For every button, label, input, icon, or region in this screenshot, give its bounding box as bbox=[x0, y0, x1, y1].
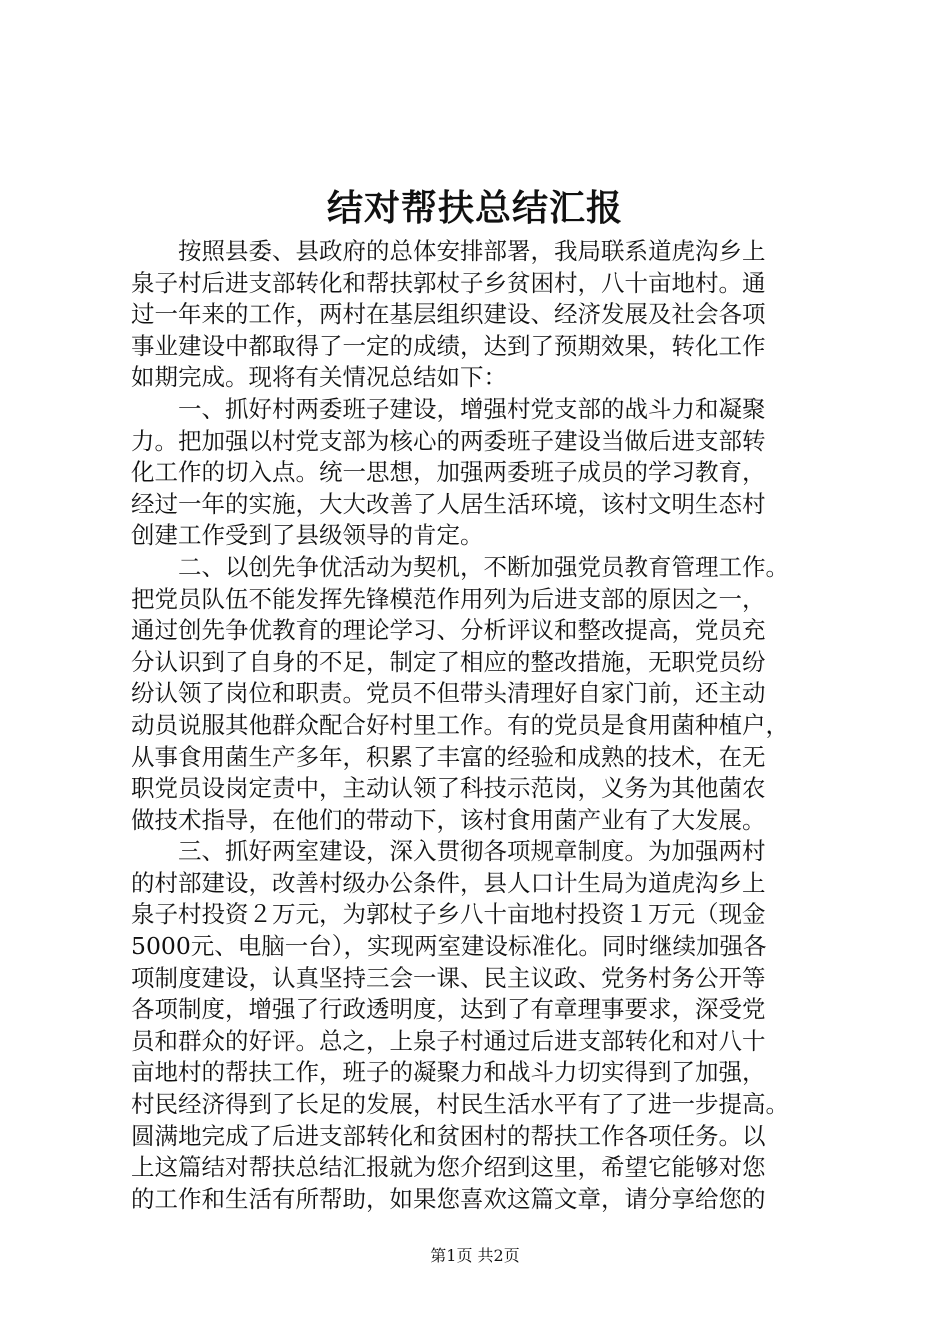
paragraph-line: 一、抓好村两委班子建设，增强村党支部的战斗力和凝聚 bbox=[178, 394, 766, 423]
paragraph-line: 纷认领了岗位和职责。党员不但带头清理好自家门前，还主动 bbox=[131, 679, 766, 708]
paragraph-line: 各项制度，增强了行政透明度，达到了有章理事要求，深受党 bbox=[131, 995, 766, 1024]
paragraph-line: 过一年来的工作，两村在基层组织建设、经济发展及社会各项 bbox=[131, 300, 766, 329]
paragraph-line: 的村部建设，改善村级办公条件，县人口计生局为道虎沟乡上 bbox=[131, 868, 766, 897]
paragraph-line: 通过创先争优教育的理论学习、分析评议和整改提高，党员充 bbox=[131, 616, 766, 645]
page-footer: 第1页 共2页 bbox=[430, 1246, 520, 1265]
paragraph-line: 化工作的切入点。统一思想，加强两委班子成员的学习教育， bbox=[131, 458, 766, 487]
paragraph-line: 做技术指导，在他们的带动下，该村食用菌产业有了大发展。 bbox=[131, 805, 766, 834]
paragraph-line: 上这篇结对帮扶总结汇报就为您介绍到这里，希望它能够对您 bbox=[131, 1153, 766, 1182]
document-body bbox=[131, 236, 831, 1215]
paragraph-line: 员和群众的好评。总之，上泉子村通过后进支部转化和对八十 bbox=[131, 1026, 766, 1055]
paragraph-line: 的工作和生活有所帮助，如果您喜欢这篇文章，请分享给您的 bbox=[131, 1184, 766, 1213]
paragraph-line: 5000元、电脑一台），实现两室建设标准化。同时继续加强各 bbox=[131, 932, 767, 961]
paragraph-line: 亩地村的帮扶工作，班子的凝聚力和战斗力切实得到了加强， bbox=[131, 1058, 766, 1087]
paragraph-line: 动员说服其他群众配合好村里工作。有的党员是食用菌种植户， bbox=[131, 710, 789, 739]
paragraph-line: 力。把加强以村党支部为核心的两委班子建设当做后进支部转 bbox=[131, 426, 766, 455]
paragraph-line: 泉子村投资２万元，为郭杖子乡八十亩地村投资１万元（现金 bbox=[131, 900, 766, 929]
paragraph-line: 三、抓好两室建设，深入贯彻各项规章制度。为加强两村 bbox=[178, 837, 766, 866]
paragraph-line: 村民经济得到了长足的发展，村民生活水平有了了进一步提高。 bbox=[131, 1090, 789, 1119]
paragraph-line: 经过一年的实施，大大改善了人居生活环境，该村文明生态村 bbox=[131, 489, 766, 518]
paragraph-line: 圆满地完成了后进支部转化和贫困村的帮扶工作各项任务。以 bbox=[131, 1121, 766, 1150]
paragraph-line: 分认识到了自身的不足，制定了相应的整改措施，无职党员纷 bbox=[131, 647, 766, 676]
paragraph-line: 泉子村后进支部转化和帮扶郭杖子乡贫困村，八十亩地村。通 bbox=[131, 268, 766, 297]
paragraph-line: 职党员设岗定责中，主动认领了科技示范岗，义务为其他菌农 bbox=[131, 774, 766, 803]
paragraph-line: 二、以创先争优活动为契机，不断加强党员教育管理工作。 bbox=[178, 552, 789, 581]
paragraph-line: 如期完成。现将有关情况总结如下： bbox=[131, 363, 507, 392]
paragraph-line: 创建工作受到了县级领导的肯定。 bbox=[131, 521, 484, 550]
paragraph-line: 按照县委、县政府的总体安排部署，我局联系道虎沟乡上 bbox=[178, 237, 766, 265]
paragraph-line: 项制度建设，认真坚持三会一课、民主议政、党务村务公开等 bbox=[131, 963, 766, 992]
paragraph-line: 把党员队伍不能发挥先锋模范作用列为后进支部的原因之一， bbox=[131, 584, 766, 613]
paragraph-line: 从事食用菌生产多年，积累了丰富的经验和成熟的技术，在无 bbox=[131, 742, 766, 771]
paragraph-line: 事业建设中都取得了一定的成绩，达到了预期效果，转化工作 bbox=[131, 331, 766, 360]
document-title: 结对帮扶总结汇报 bbox=[326, 187, 623, 229]
